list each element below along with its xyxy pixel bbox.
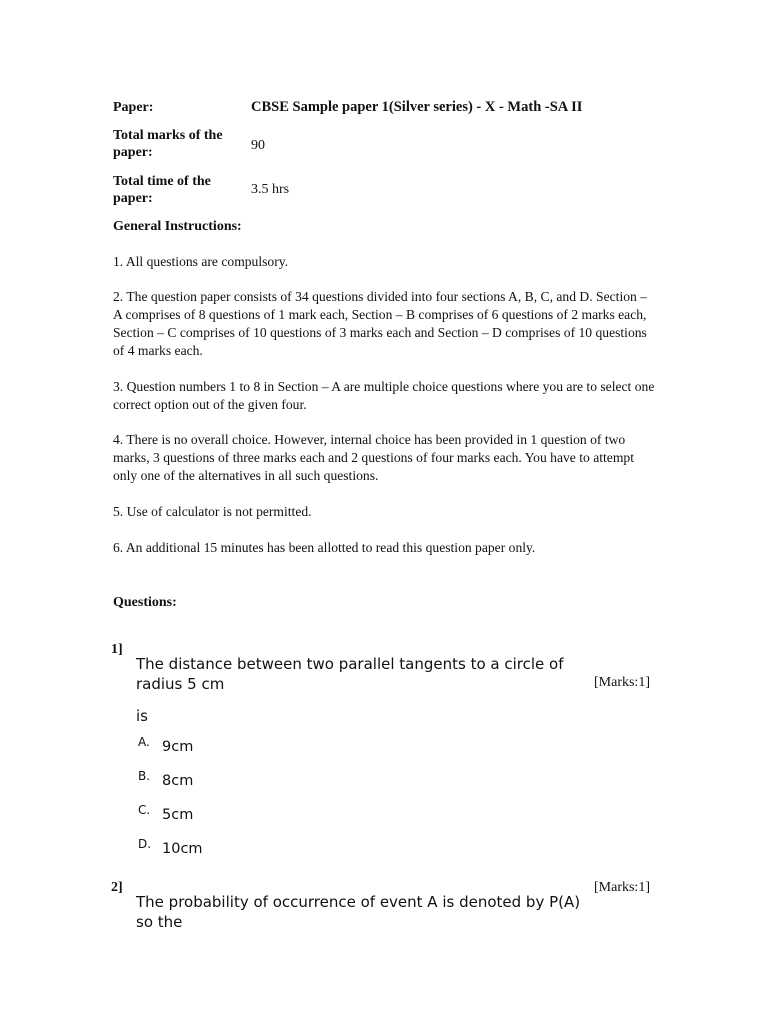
instruction-item: 3. Question numbers 1 to 8 in Section – A are multiple choice questions where you are to select one correct option out of the given four. [113, 379, 655, 412]
instruction-item: 2. The question paper consists of 34 questions divided into four sections A, B, C, and D. Section – A comprises of 8 questions of 1 mark each, Section – B comprises of 6 questions of 2 marks each, Section – C comprises of 10 questions of 3 marks each and Section – D comprises of 10 questions of 4 marks each. [113, 289, 648, 358]
option-letter: D. [138, 837, 152, 851]
total-marks-label: Total marks of the paper: [113, 128, 223, 160]
option-text: 9cm [162, 739, 194, 755]
option-text: 5cm [162, 807, 194, 823]
instruction-item: 1. All questions are compulsory. [113, 254, 289, 269]
instruction-item: 4. There is no overall choice. However, internal choice has been provided in 1 question of two marks, 3 questions of three marks each and 2 questions of four marks each. You have to attempt only one of the alternatives in all such questions. [113, 432, 634, 483]
question-number: 2] [111, 880, 123, 895]
question-text-line: The probability of occurrence of event A is denoted by P(A) [136, 893, 581, 911]
question-text-line: is [136, 707, 148, 725]
paper-label: Paper: [113, 100, 154, 115]
instructions-heading: General Instructions: [113, 219, 242, 234]
total-time-label: Total time of the paper: [113, 174, 211, 206]
question-text-line: radius 5 cm [136, 675, 225, 693]
option-letter: A. [138, 735, 150, 749]
option-letter: B. [138, 769, 151, 783]
instruction-item: 5. Use of calculator is not permitted. [113, 504, 312, 519]
paper-value: CBSE Sample paper 1(Silver series) - X - Math -SA II [251, 99, 583, 115]
question-text-line: The distance between two parallel tangents to a circle of [136, 655, 564, 673]
question-text-line: so the [136, 913, 183, 931]
total-time-value: 3.5 hrs [251, 182, 290, 197]
option-letter: C. [138, 803, 151, 817]
option-text: 8cm [162, 773, 194, 789]
questions-heading: Questions: [113, 595, 177, 610]
question-marks: [Marks:1] [594, 675, 650, 690]
instruction-item: 6. An additional 15 minutes has been allotted to read this question paper only. [113, 540, 536, 555]
question-marks: [Marks:1] [594, 880, 650, 895]
option-text: 10cm [162, 841, 203, 857]
question-number: 1] [111, 642, 123, 657]
total-marks-value: 90 [251, 138, 265, 153]
